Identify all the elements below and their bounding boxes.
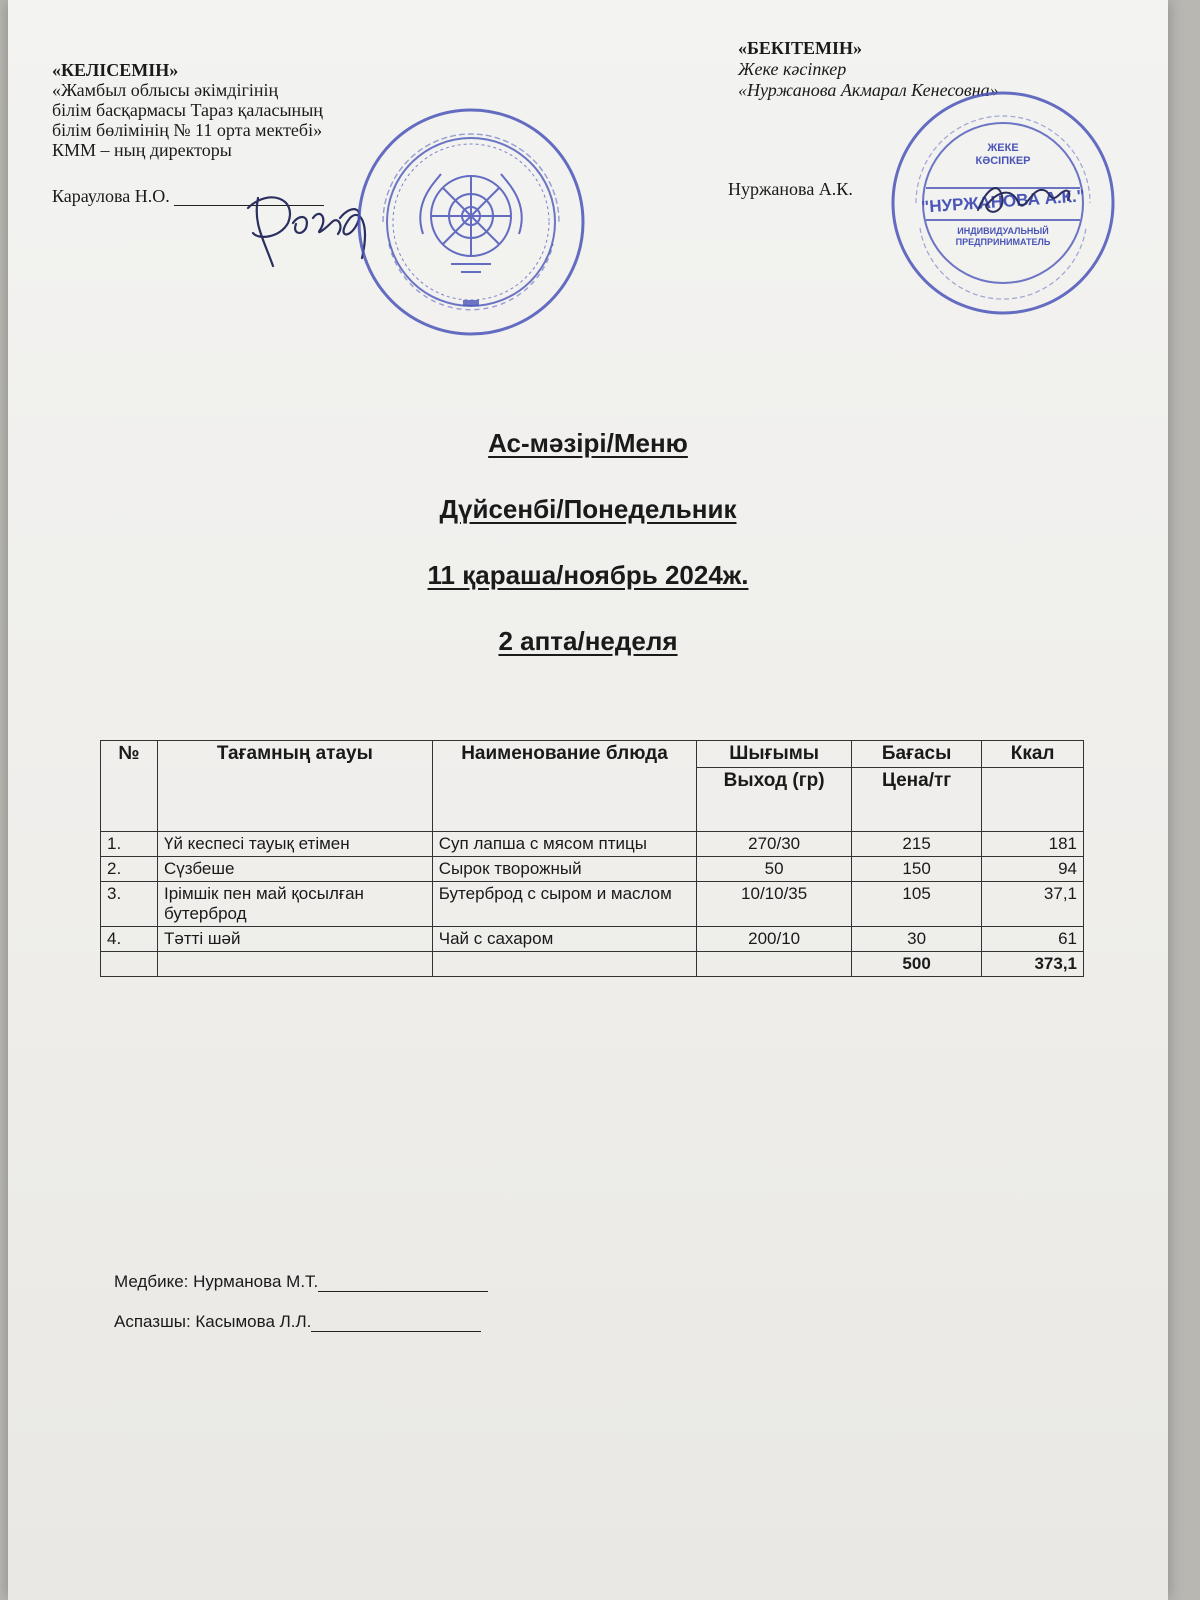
cell-num: 2. <box>101 857 158 882</box>
table-header-row <box>101 741 1084 768</box>
table-row <box>101 832 1084 857</box>
menu-day: Дүйсенбі/Понедельник <box>439 494 737 524</box>
approval-right-heading: «БЕКІТЕМІН» <box>738 38 862 58</box>
cell-yield: 10/10/35 <box>697 882 852 927</box>
cell-name-kz: Сүзбеше <box>157 857 432 882</box>
cell-empty <box>101 952 158 977</box>
cell-num: 1. <box>101 832 158 857</box>
table-total-row <box>101 952 1084 977</box>
cell-kcal: 61 <box>982 927 1084 952</box>
cell-kcal: 37,1 <box>982 882 1084 927</box>
cell-price: 105 <box>851 882 981 927</box>
footer-cook-row <box>114 1312 481 1332</box>
approval-left-line: КММ – ның директоры <box>52 140 232 160</box>
menu-titles <box>8 428 1168 692</box>
header-price-kz: Бағасы <box>851 741 981 768</box>
approval-right-line: Жеке кәсіпкер <box>738 59 847 79</box>
footer-cook: Аспазшы: Касымова Л.Л. <box>114 1312 312 1331</box>
cell-empty <box>157 952 432 977</box>
cell-name-kz: Ірімшік пен май қосылған бутерброд <box>157 882 432 927</box>
total-price: 500 <box>851 952 981 977</box>
approval-left-signer: Караулова Н.О. <box>52 186 170 206</box>
header-kcal: Ккал <box>982 741 1084 768</box>
document-sheet <box>8 0 1168 1600</box>
approval-left-line: білім бөлімінің № 11 орта мектебі» <box>52 120 323 140</box>
cell-name-ru: Чай с сахаром <box>432 927 697 952</box>
cell-name-ru: Бутерброд с сыром и маслом <box>432 882 697 927</box>
seal-line: ПРЕДПРИНИМАТЕЛЬ <box>955 237 1051 247</box>
footer-nurse-row <box>114 1272 488 1292</box>
approval-left-line: «Жамбыл облысы әкімдігінің <box>52 80 279 100</box>
approval-left-heading: «КЕЛІСЕМІН» <box>52 60 179 80</box>
menu-table <box>100 740 1084 977</box>
cell-name-ru: Сырок творожный <box>432 857 697 882</box>
cell-yield: 200/10 <box>697 927 852 952</box>
cell-name-ru: Суп лапша с мясом птицы <box>432 832 697 857</box>
cell-name-kz: Тәтті шәй <box>157 927 432 952</box>
footer-nurse: Медбике: Нурманова М.Т. <box>114 1272 319 1291</box>
seal-center-text <box>888 142 1118 168</box>
total-kcal: 373,1 <box>982 952 1084 977</box>
cell-kcal: 94 <box>982 857 1084 882</box>
header-name-ru: Наименование блюда <box>432 741 697 832</box>
cell-kcal: 181 <box>982 832 1084 857</box>
cell-price: 215 <box>851 832 981 857</box>
cell-yield: 270/30 <box>697 832 852 857</box>
cell-num: 4. <box>101 927 158 952</box>
header-num: № <box>101 741 158 832</box>
seal-name: "НУРЖАНОВА А.К." <box>920 186 1086 217</box>
approval-right-signer: Нуржанова А.К. <box>728 179 853 199</box>
signature-line <box>318 1277 488 1292</box>
entrepreneur-signature <box>968 170 1078 230</box>
cell-name-kz: Үй кеспесі тауық етімен <box>157 832 432 857</box>
menu-title: Ас-мәзірі/Меню <box>488 428 688 458</box>
signature-line <box>311 1317 481 1332</box>
menu-date: 11 қараша/ноябрь 2024ж. <box>427 560 749 590</box>
cell-num: 3. <box>101 882 158 927</box>
header-kcal-empty <box>982 768 1084 832</box>
header-yield-ru: Выход (гр) <box>697 768 852 832</box>
seal-line: ЖЕКЕ <box>987 142 1019 154</box>
cell-price: 150 <box>851 857 981 882</box>
header-name-kz: Тағамның атауы <box>157 741 432 832</box>
header-yield-kz: Шығымы <box>697 741 852 768</box>
seal-line: КӘСІПКЕР <box>975 155 1031 167</box>
menu-week: 2 апта/неделя <box>498 626 678 656</box>
cell-empty <box>432 952 697 977</box>
table-row <box>101 882 1084 927</box>
cell-yield: 50 <box>697 857 852 882</box>
cell-price: 30 <box>851 927 981 952</box>
seal-line: ИНДИВИДУАЛЬНЫЙ <box>957 226 1049 236</box>
cell-empty <box>697 952 852 977</box>
approval-right-line: «Нуржанова Акмарал Кенесовна» <box>738 80 999 100</box>
table-row <box>101 857 1084 882</box>
school-seal-stamp <box>353 104 589 340</box>
approval-left-line: білім басқармасы Тараз қаласының <box>52 100 323 120</box>
table-row <box>101 927 1084 952</box>
header-price-ru: Цена/тг <box>851 768 981 832</box>
